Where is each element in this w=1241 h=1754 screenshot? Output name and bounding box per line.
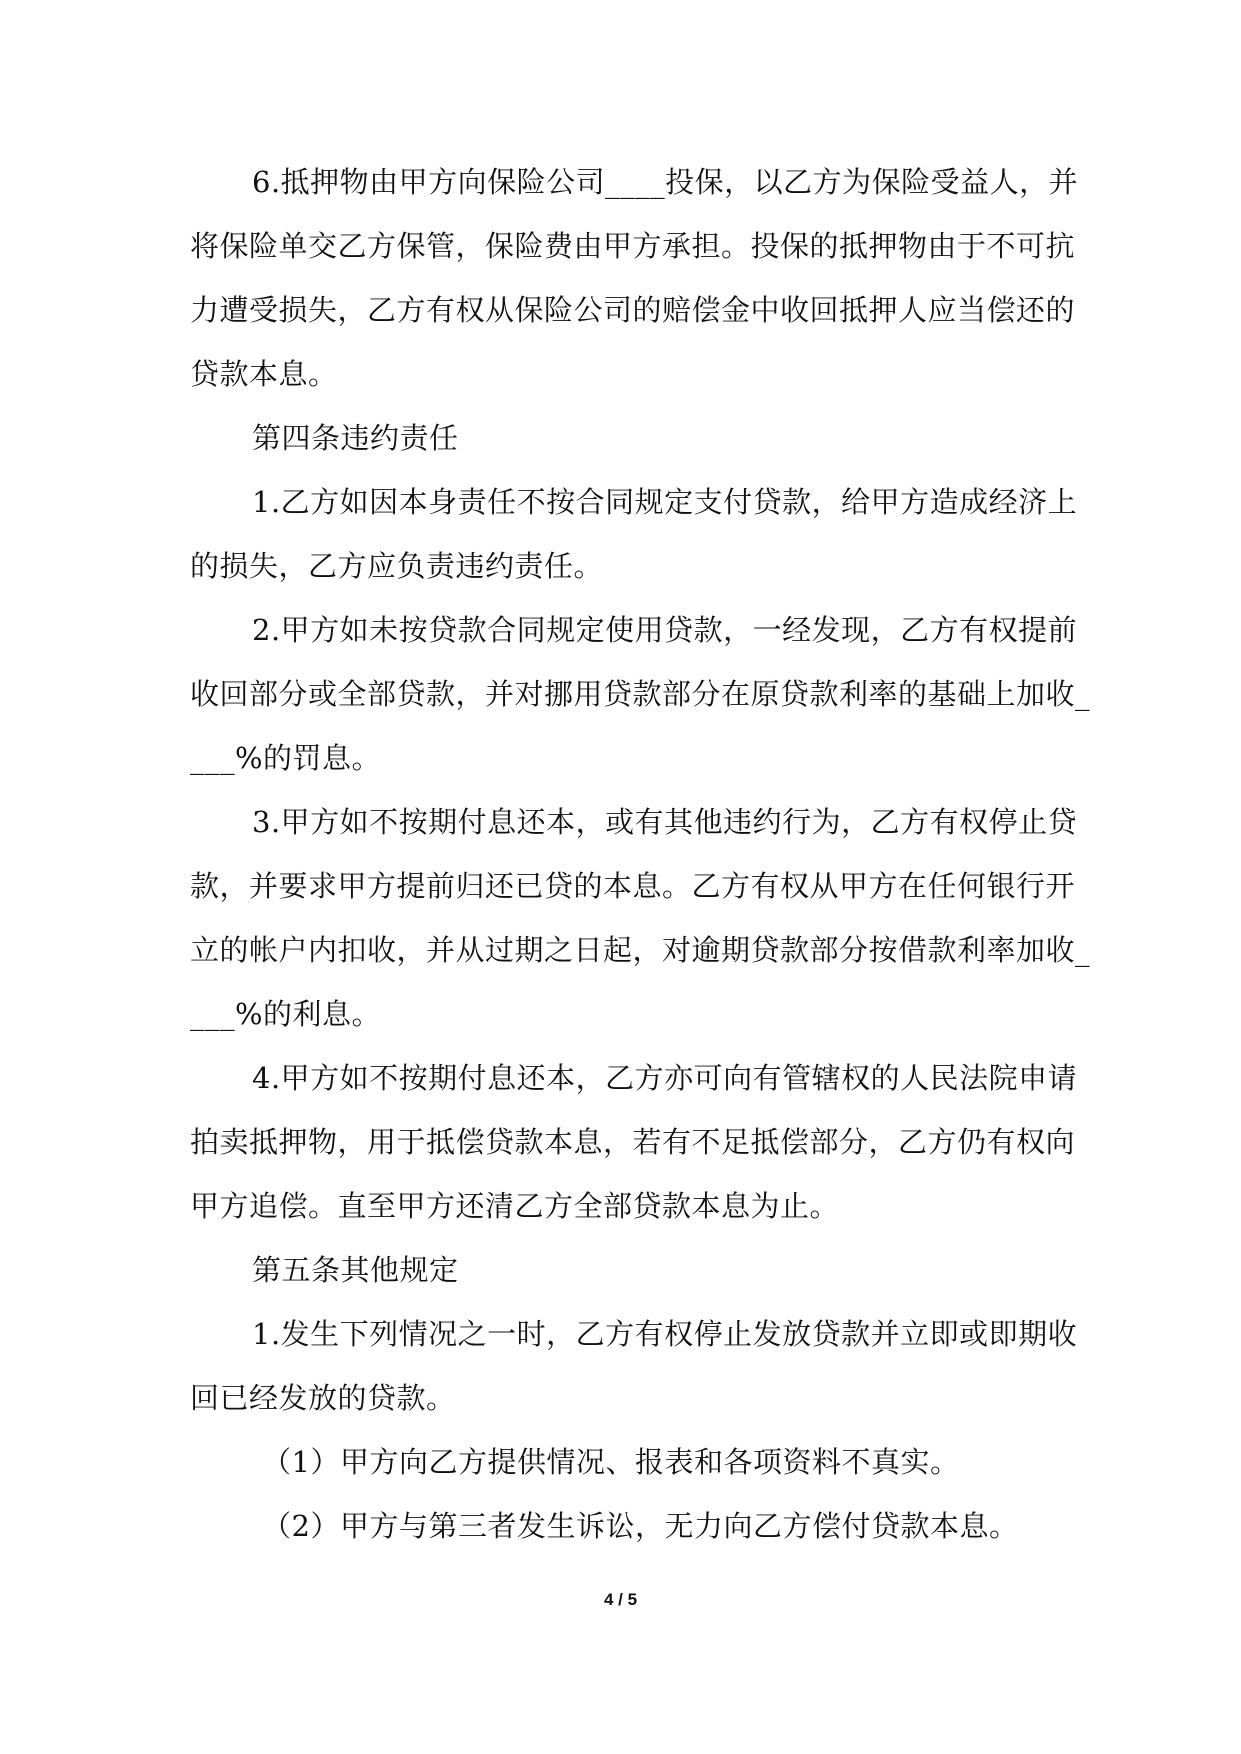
paragraph-liability-2: 2.甲方如未按贷款合同规定使用贷款，一经发现，乙方有权提前收回部分或全部贷款，并对挪用贷款部分在原贷款利率的基础上加收____%的罚息。 (190, 613, 1091, 775)
paragraph-liability-3: 3.甲方如不按期付息还本，或有其他违约行为，乙方有权停止贷款，并要求甲方提前归还已贷的本息。乙方有权从甲方在任何银行开立的帐户内扣收，并从过期之日起，对逾期贷款部分按借款利率加收____%的利息。 (190, 805, 1091, 1031)
paragraph-liability-1: 1.乙方如因本身责任不按合同规定支付贷款，给甲方造成经济上的损失，乙方应负责违约责任。 (190, 485, 1078, 583)
list-item-condition-2: （2）甲方与第三者发生诉讼，无力向乙方偿付贷款本息。 (262, 1509, 1019, 1543)
heading-article-5-other: 第五条其他规定 (252, 1253, 459, 1287)
paragraph-clause-6-insurance: 6.抵押物由甲方向保险公司____投保，以乙方为保险受益人，并将保险单交乙方保管，保险费由甲方承担。投保的抵押物由于不可抗力遭受损失，乙方有权从保险公司的赔偿金中收回抵押人应当偿还的贷款本息。 (190, 165, 1079, 391)
heading-article-4-liability: 第四条违约责任 (252, 421, 459, 455)
document-body (190, 150, 1090, 1558)
paragraph-liability-4: 4.甲方如不按期付息还本，乙方亦可向有管辖权的人民法院申请拍卖抵押物，用于抵偿贷款本息，若有不足抵偿部分，乙方仍有权向甲方追偿。直至甲方还清乙方全部贷款本息为止。 (190, 1061, 1078, 1223)
list-item-condition-1: （1）甲方向乙方提供情况、报表和各项资料不真实。 (262, 1445, 960, 1479)
page-number: 4 / 5 (603, 1590, 638, 1609)
paragraph-other-1: 1.发生下列情况之一时，乙方有权停止发放贷款并立即或即期收回已经发放的贷款。 (190, 1317, 1078, 1415)
